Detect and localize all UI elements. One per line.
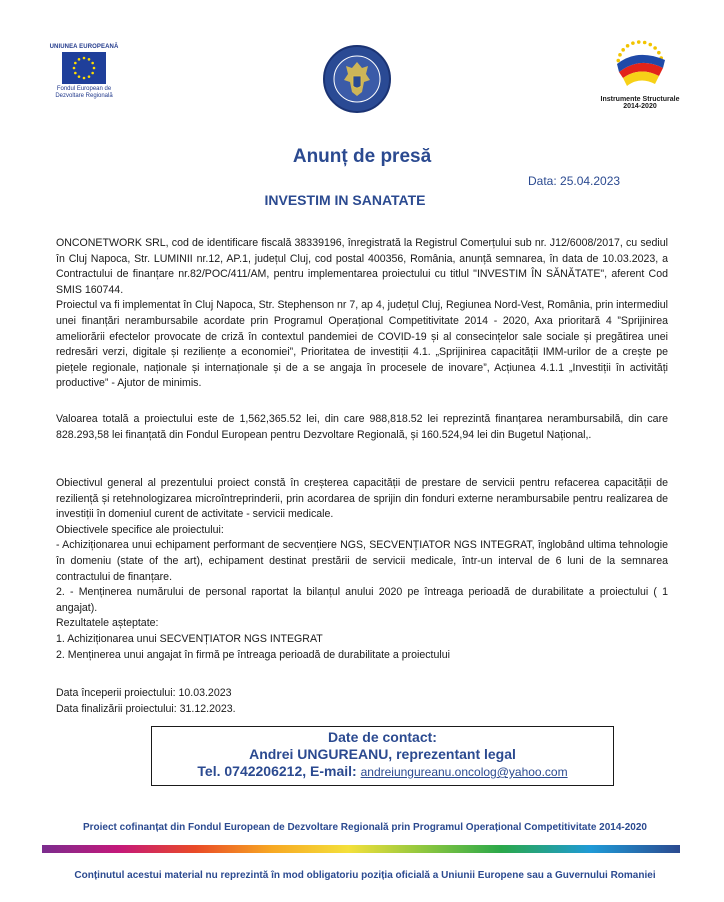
- document-title: Anunț de presă: [292, 146, 432, 167]
- contact-phone-label: Tel. 0742206212, E-mail:: [197, 763, 357, 779]
- paragraph-company-info: ONCONETWORK SRL, cod de identificare fiscală 38339196, înregistrată la Registrul Comerțului sub nr. J12/6008/2017, cu sediul în Cluj Napoca, Str. LUMINII nr.12, AP.1, județul Cluj, cod postal 400356, România, anunță semnarea, în data de 10.03.2023, a Contractului de finanțare nr.82/POC/411/AM, pentru implementarea proiectului cu titlul "INVESTIM ÎN SĂNĂTATE", aferent Cod SMIS 160744.: [56, 237, 668, 296]
- structural-instruments-icon: [605, 34, 675, 96]
- objective-item-2: 2. - Menținerea numărului de personal raportat la bilanțul anului 2020 pe întreaga perioadă de durabilitate a proiectului ( 1 angajat).: [56, 586, 668, 614]
- eu-logo: [48, 44, 120, 100]
- body-section-dates: [56, 686, 668, 717]
- project-end-date: Data finalizării proiectului: 31.12.2023.: [56, 702, 236, 715]
- eu-star-icon: [83, 57, 86, 60]
- result-item-1: 1. Achiziționarea unui SECVENȚIATOR NGS INTEGRAT: [56, 632, 323, 645]
- government-seal-icon: [322, 44, 392, 114]
- structural-instruments-years: 2014-2020: [623, 103, 657, 110]
- eu-star-icon: [74, 72, 77, 75]
- contact-box: [151, 726, 614, 786]
- eu-logo-bottom-line-2: Dezvoltare Regională: [55, 93, 113, 99]
- contact-heading: Date de contact:: [328, 729, 437, 745]
- objectives-heading: Obiectivele specifice ale proiectului:: [56, 523, 224, 536]
- is-star-icon: [648, 43, 652, 47]
- eu-star-icon: [78, 58, 81, 61]
- eu-logo-bottom-line-1: Fondul European de: [56, 86, 112, 92]
- is-star-icon: [637, 40, 641, 44]
- body-section-objectives: [56, 476, 668, 663]
- is-star-icon: [616, 59, 620, 63]
- document-subtitle: INVESTIM IN SANATATE: [264, 192, 426, 208]
- project-start-date: Data începerii proiectului: 10.03.2023: [56, 687, 232, 699]
- is-star-icon: [618, 53, 622, 57]
- contact-email-link[interactable]: andreiungureanu.oncolog@yahoo.com: [360, 765, 568, 779]
- eu-star-icon: [88, 58, 91, 61]
- eu-logo-top-text: UNIUNEA EUROPEANĂ: [49, 44, 119, 50]
- contact-person: Andrei UNGUREANU, reprezentant legal: [249, 746, 516, 762]
- body-section-value: [56, 412, 668, 443]
- footer-color-bar: [42, 845, 680, 853]
- is-star-icon: [631, 41, 635, 45]
- is-star-icon: [626, 44, 630, 48]
- eu-star-icon: [91, 62, 94, 65]
- footer-disclaimer-text: Conținutul acestui material nu reprezintă în mod obligatoriu poziția oficială a Uniunii Europene sau a Guvernului Romaniei: [74, 870, 656, 881]
- contact-phone-row: [152, 763, 613, 781]
- is-star-icon: [621, 48, 625, 52]
- eu-logo-bottom-text: [48, 86, 120, 100]
- eu-star-icon: [74, 62, 77, 65]
- paragraph-project-value: Valoarea totală a proiectului este de 1,562,365.52 lei, din care 988,818.52 lei reprezintă finanțarea nerambursabilă, din care 828.293,58 lei finanțată din Fondul European pentru Dezvoltare Regională, și 160.524,94 lei din Bugetul Național,.: [56, 413, 668, 441]
- body-section-intro: [56, 236, 668, 392]
- structural-instruments-logo: [590, 34, 690, 110]
- eu-star-icon: [73, 67, 76, 70]
- footer-cofinanced-text: Proiect cofinanțat din Fondul European de Dezvoltare Regională prin Programul Operațional Competitivitate 2014-2020: [82, 822, 647, 833]
- paragraph-implementation: Proiectul va fi implementat în Cluj Napoca, Str. Stephenson nr 7, ap 4, județul Cluj, Regiunea Nord-Vest, România, prin intermediul unei finanțări nerambursabile acordate prin Programul Operațional Competitivitate 2014 - 2020, Axa prioritară 4 ”Sprijinirea ameliorării efectelor provocate de criză în contextul pandemiei de COVID-19 și al consecințelor sale sociale și pregătirea unei redresări verzi, digitale și reziliențe a economiei”, Prioritatea de investiții 4.1. „Sprijinirea capacității IMM-urilor de a crește pe piețele regionale, naționale și internaționale și de a se angaja în procesele de inovare”, Acțiunea 4.1.1 „Investiții în activități productive” - Ajutor de minimis.: [56, 299, 668, 390]
- is-star-icon: [643, 41, 647, 45]
- is-star-icon: [653, 46, 657, 50]
- eu-star-icon: [83, 77, 86, 80]
- structural-instruments-title: Instrumente Structurale: [600, 96, 680, 103]
- eu-star-icon: [91, 72, 94, 75]
- paragraph-general-objective: Obiectivul general al prezentului proiect constă în creșterea capacității de prestare de servicii pentru refacerea capacității de reziliență și retehnologizarea microîntreprinderii, prin acordarea de sprijin din fonduri externe nerambursabile pentru realizarea de investiții în domeniul curent de activitate - servicii medicale.: [56, 477, 668, 521]
- document-date: Data: 25.04.2023: [528, 174, 621, 188]
- eu-star-icon: [93, 67, 96, 70]
- results-heading: Rezultatele așteptate:: [56, 617, 159, 630]
- result-item-2: 2. Menținerea unui angajat în firmă pe întreaga perioadă de durabilitate a proiectului: [56, 648, 450, 661]
- eu-flag-icon: [62, 52, 106, 84]
- eu-star-icon: [88, 75, 91, 78]
- objective-item-1: - Achiziționarea unui echipament performant de secvențiere NGS, SECVENȚIATOR NGS INTEGRAT, înglobând ultima tehnologie în domeniu (state of the art), echipament destinat prestării de servicii medicale, într-un interval de 6 luni de la semnarea contractului de finanțare.: [56, 539, 668, 583]
- eu-star-icon: [78, 75, 81, 78]
- is-star-icon: [657, 51, 661, 55]
